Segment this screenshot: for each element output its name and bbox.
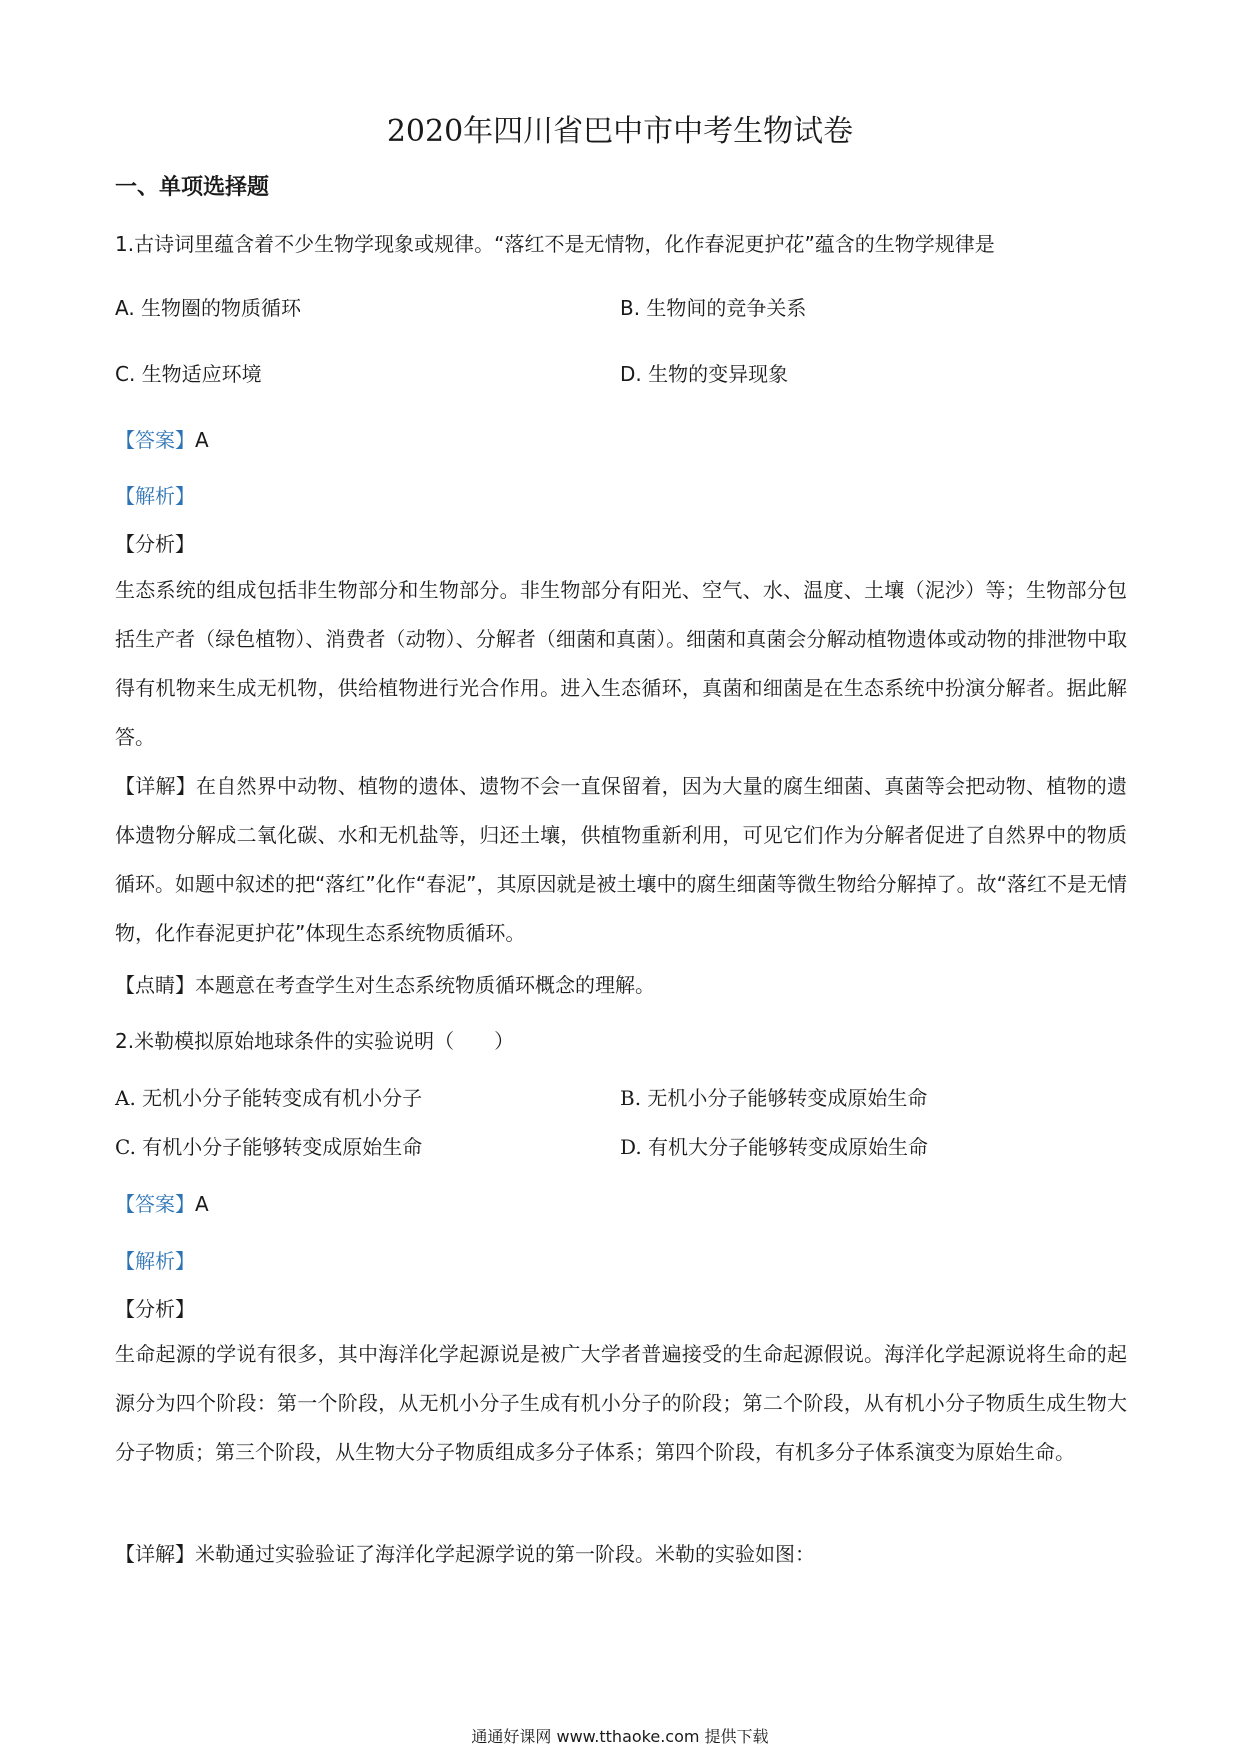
q2-xiangjie-text: 【详解】米勒通过实验验证了海洋化学起源学说的第一阶段。米勒的实验如图： bbox=[115, 1542, 815, 1566]
page-title: 2020年四川省巴中市中考生物试卷 bbox=[386, 114, 854, 149]
q1-analysis-tag: 【解析】 bbox=[115, 484, 195, 508]
q1-option-a: A. 生物圈的物质循环 bbox=[115, 296, 302, 320]
q1-option-b: B. 生物间的竞争关系 bbox=[620, 296, 807, 320]
q2-fenxi-tag: 【分析】 bbox=[115, 1297, 195, 1321]
q2-answer-tag: 【答案】 bbox=[115, 1192, 195, 1216]
q2-option-a: A. 无机小分子能转变成有机小分子 bbox=[115, 1086, 423, 1110]
q2-option-d: D. 有机大分子能够转变成原始生命 bbox=[620, 1135, 929, 1159]
section-heading: 一、单项选择题 bbox=[115, 175, 270, 200]
question-1-stem: 1.古诗词里蕴含着不少生物学现象或规律。“落红不是无情物，化作春泥更护花”蕴含的生物学规律是 bbox=[115, 232, 995, 256]
q2-fenxi-text: 生命起源的学说有很多，其中海洋化学起源说是被广大学者普遍接受的生命起源假说。海洋化学起源说将生命的起源分为四个阶段：第一个阶段，从无机小分子生成有机小分子的阶段；第二个阶段，从有机小分子物质生成生物大分子物质；第三个阶段，从生物大分子物质组成多分子体系；第四个阶段，有机多分子体系演变为原始生命。 bbox=[115, 1342, 1127, 1464]
q1-dianjing-text: 【点睛】本题意在考查学生对生态系统物质循环概念的理解。 bbox=[115, 973, 655, 997]
q1-option-d: D. 生物的变异现象 bbox=[620, 362, 789, 386]
q1-answer bbox=[115, 424, 209, 453]
q2-analysis-tag: 【解析】 bbox=[115, 1249, 195, 1273]
q1-xiangjie-text: 【详解】在自然界中动物、植物的遗体、遗物不会一直保留着，因为大量的腐生细菌、真菌等会把动物、植物的遗体遗物分解成二氧化碳、水和无机盐等，归还土壤，供植物重新利用，可见它们作为分解者促进了自然界中的物质循环。如题中叙述的把“落红”化作“春泥”，其原因就是被土壤中的腐生细菌等微生物给分解掉了。故“落红不是无情物，化作春泥更护花”体现生态系统物质循环。 bbox=[115, 774, 1127, 945]
page-footer: 通通好课网 www.tthaoke.com 提供下载 bbox=[471, 1727, 769, 1746]
q1-answer-value: A bbox=[195, 428, 209, 452]
question-2-stem: 2.米勒模拟原始地球条件的实验说明（ ） bbox=[115, 1029, 515, 1053]
q2-option-b: B. 无机小分子能够转变成原始生命 bbox=[620, 1086, 928, 1110]
q2-answer bbox=[115, 1188, 209, 1217]
q1-fenxi-text: 生态系统的组成包括非生物部分和生物部分。非生物部分有阳光、空气、水、温度、土壤（泥沙）等；生物部分包括生产者（绿色植物）、消费者（动物）、分解者（细菌和真菌）。细菌和真菌会分解动植物遗体或动物的排泄物中取得有机物来生成无机物，供给植物进行光合作用。进入生态循环，真菌和细菌是在生态系统中扮演分解者。据此解答。 bbox=[115, 578, 1127, 749]
q1-answer-tag: 【答案】 bbox=[115, 428, 195, 452]
q1-fenxi-tag: 【分析】 bbox=[115, 532, 195, 556]
q2-answer-value: A bbox=[195, 1192, 209, 1216]
q1-option-c: C. 生物适应环境 bbox=[115, 362, 262, 386]
q2-option-c: C. 有机小分子能够转变成原始生命 bbox=[115, 1135, 423, 1159]
